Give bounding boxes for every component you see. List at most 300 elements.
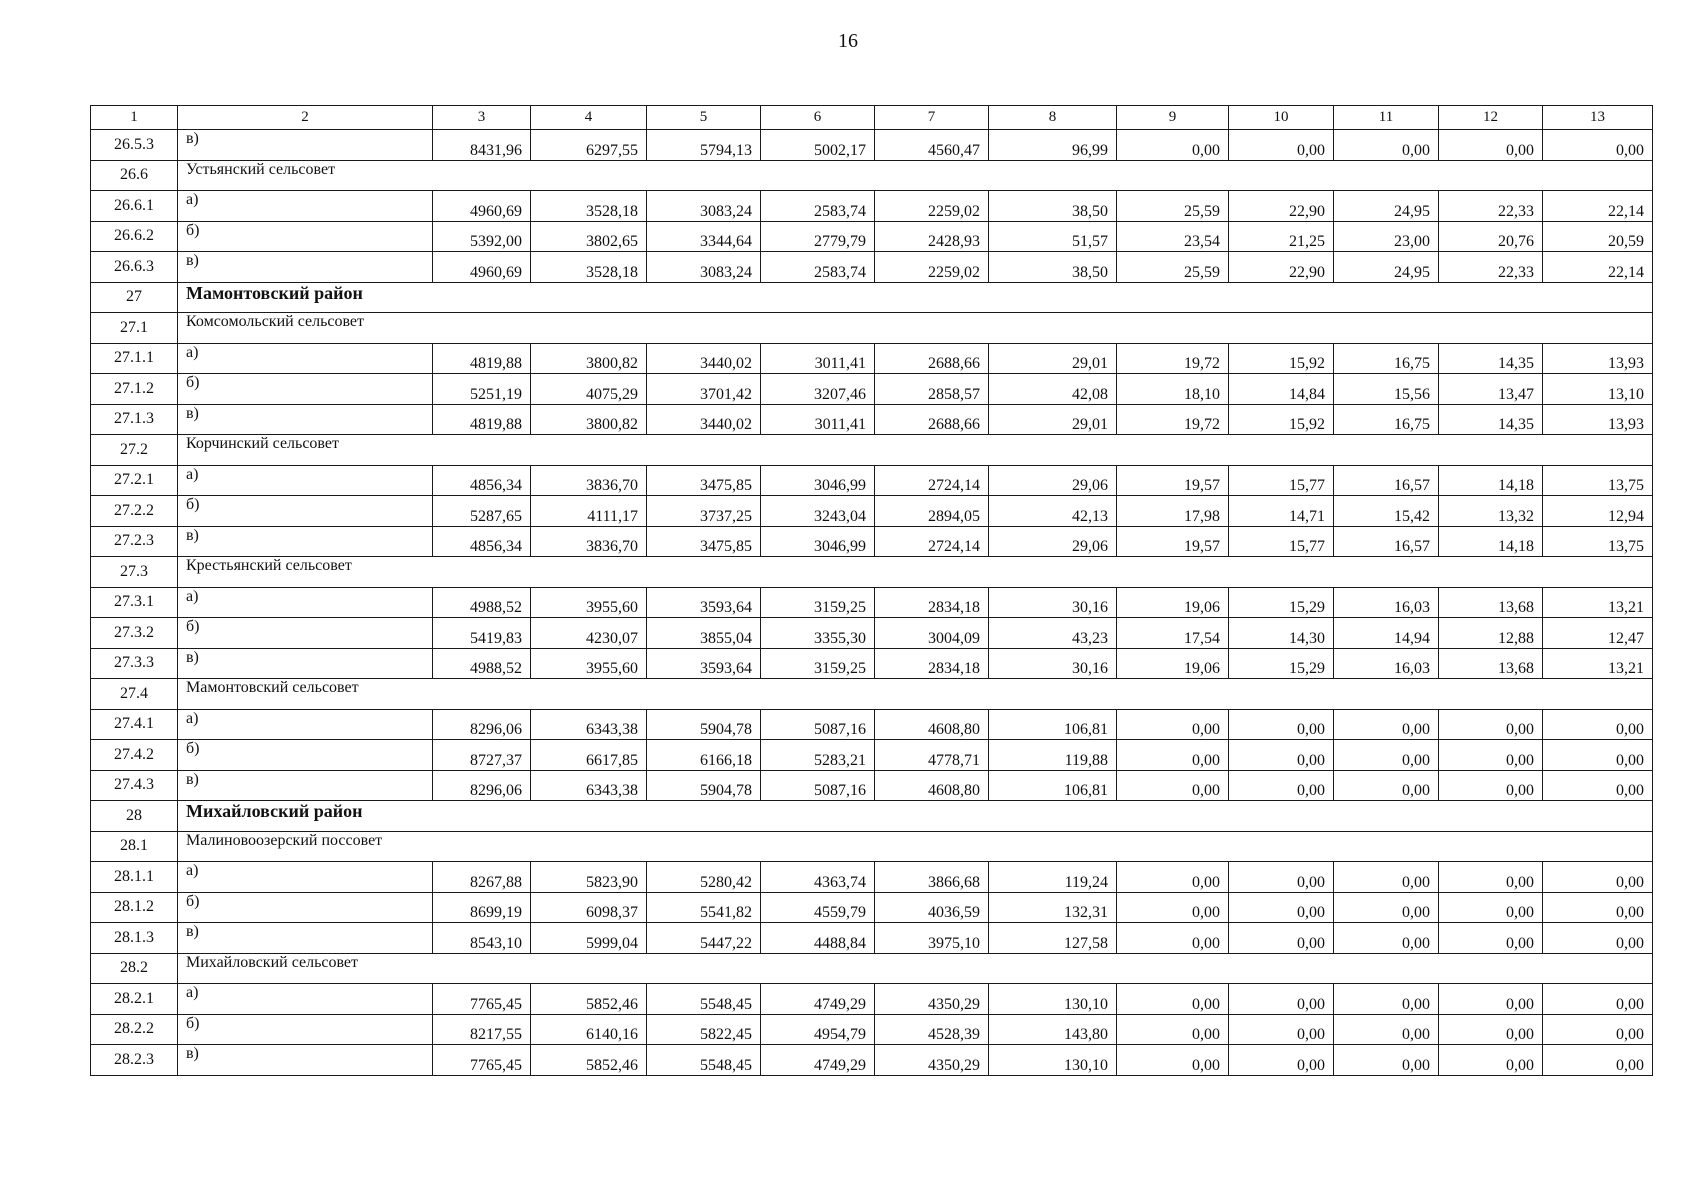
value-cell: 13,10 — [1543, 374, 1653, 405]
value-cell: 3355,30 — [761, 618, 875, 649]
value-cell: 14,35 — [1439, 404, 1543, 435]
value-cell: 4488,84 — [761, 923, 875, 954]
value-cell: 7765,45 — [433, 984, 531, 1015]
row-code: 27.2 — [91, 435, 178, 466]
value-cell: 3955,60 — [531, 587, 647, 618]
value-cell: 38,50 — [989, 252, 1117, 283]
value-cell: 0,00 — [1229, 1014, 1334, 1045]
value-cell: 16,75 — [1334, 404, 1439, 435]
value-cell: 25,59 — [1117, 191, 1229, 222]
value-cell: 17,54 — [1117, 618, 1229, 649]
value-cell: 13,21 — [1543, 587, 1653, 618]
row-code: 28.1.1 — [91, 862, 178, 893]
table-row — [91, 221, 1653, 252]
value-cell: 21,25 — [1229, 221, 1334, 252]
value-cell: 0,00 — [1543, 923, 1653, 954]
value-cell: 30,16 — [989, 648, 1117, 679]
value-cell: 4954,79 — [761, 1014, 875, 1045]
value-cell: 3004,09 — [875, 618, 989, 649]
value-cell: 3800,82 — [531, 343, 647, 374]
row-code: 27.3.1 — [91, 587, 178, 618]
value-cell: 0,00 — [1439, 130, 1543, 161]
value-cell: 22,90 — [1229, 252, 1334, 283]
value-cell: 5392,00 — [433, 221, 531, 252]
value-cell: 127,58 — [989, 923, 1117, 954]
value-cell: 13,93 — [1543, 404, 1653, 435]
value-cell: 0,00 — [1334, 892, 1439, 923]
value-cell: 14,18 — [1439, 465, 1543, 496]
value-cell: 15,92 — [1229, 343, 1334, 374]
value-cell: 30,16 — [989, 587, 1117, 618]
row-code: 27.1.1 — [91, 343, 178, 374]
value-cell: 6343,38 — [531, 709, 647, 740]
value-cell: 3440,02 — [647, 343, 761, 374]
value-cell: 15,56 — [1334, 374, 1439, 405]
row-label: б) — [178, 618, 433, 649]
value-cell: 3866,68 — [875, 862, 989, 893]
section-name: Комсомольский сельсовет — [178, 313, 1653, 344]
value-cell: 0,00 — [1543, 892, 1653, 923]
column-number: 5 — [647, 106, 761, 130]
value-cell: 3737,25 — [647, 496, 761, 527]
column-number: 2 — [178, 106, 433, 130]
value-cell: 16,03 — [1334, 648, 1439, 679]
value-cell: 0,00 — [1229, 740, 1334, 771]
row-label: б) — [178, 892, 433, 923]
row-label: б) — [178, 496, 433, 527]
table-row — [91, 404, 1653, 435]
value-cell: 0,00 — [1117, 1014, 1229, 1045]
value-cell: 18,10 — [1117, 374, 1229, 405]
section-row — [91, 831, 1653, 862]
value-cell: 0,00 — [1117, 770, 1229, 801]
value-cell: 130,10 — [989, 984, 1117, 1015]
value-cell: 2724,14 — [875, 465, 989, 496]
value-cell: 8431,96 — [433, 130, 531, 161]
value-cell: 22,14 — [1543, 191, 1653, 222]
row-code: 28.1 — [91, 831, 178, 862]
value-cell: 8296,06 — [433, 709, 531, 740]
value-cell: 22,33 — [1439, 191, 1543, 222]
section-name: Мамонтовский сельсовет — [178, 679, 1653, 710]
section-name: Малиновоозерский поссовет — [178, 831, 1653, 862]
value-cell: 3475,85 — [647, 526, 761, 557]
row-code: 27.4.2 — [91, 740, 178, 771]
value-cell: 0,00 — [1334, 740, 1439, 771]
value-cell: 3046,99 — [761, 526, 875, 557]
section-row — [91, 435, 1653, 466]
value-cell: 0,00 — [1334, 984, 1439, 1015]
value-cell: 0,00 — [1543, 770, 1653, 801]
value-cell: 0,00 — [1229, 709, 1334, 740]
value-cell: 4988,52 — [433, 648, 531, 679]
value-cell: 0,00 — [1439, 709, 1543, 740]
value-cell: 13,32 — [1439, 496, 1543, 527]
row-label: б) — [178, 740, 433, 771]
value-cell: 3528,18 — [531, 252, 647, 283]
value-cell: 29,06 — [989, 465, 1117, 496]
row-label: в) — [178, 526, 433, 557]
column-number: 7 — [875, 106, 989, 130]
row-code: 27.1.2 — [91, 374, 178, 405]
value-cell: 4749,29 — [761, 1045, 875, 1076]
value-cell: 4111,17 — [531, 496, 647, 527]
value-cell: 3836,70 — [531, 526, 647, 557]
value-cell: 13,93 — [1543, 343, 1653, 374]
value-cell: 4960,69 — [433, 252, 531, 283]
value-cell: 5419,83 — [433, 618, 531, 649]
value-cell: 23,54 — [1117, 221, 1229, 252]
value-cell: 3593,64 — [647, 648, 761, 679]
value-cell: 0,00 — [1543, 740, 1653, 771]
value-cell: 5283,21 — [761, 740, 875, 771]
value-cell: 13,68 — [1439, 587, 1543, 618]
value-cell: 0,00 — [1543, 709, 1653, 740]
value-cell: 16,75 — [1334, 343, 1439, 374]
value-cell: 0,00 — [1543, 862, 1653, 893]
district-row — [91, 282, 1653, 313]
value-cell: 14,94 — [1334, 618, 1439, 649]
value-cell: 2428,93 — [875, 221, 989, 252]
value-cell: 4608,80 — [875, 709, 989, 740]
value-cell: 0,00 — [1543, 1014, 1653, 1045]
value-cell: 0,00 — [1439, 892, 1543, 923]
value-cell: 3836,70 — [531, 465, 647, 496]
value-cell: 29,06 — [989, 526, 1117, 557]
value-cell: 3243,04 — [761, 496, 875, 527]
value-cell: 0,00 — [1229, 130, 1334, 161]
value-cell: 96,99 — [989, 130, 1117, 161]
value-cell: 14,18 — [1439, 526, 1543, 557]
value-cell: 8699,19 — [433, 892, 531, 923]
value-cell: 0,00 — [1117, 1045, 1229, 1076]
district-name: Михайловский район — [178, 801, 1653, 832]
value-cell: 0,00 — [1334, 770, 1439, 801]
row-code: 27 — [91, 282, 178, 313]
row-code: 27.1.3 — [91, 404, 178, 435]
value-cell: 0,00 — [1334, 1045, 1439, 1076]
column-number: 4 — [531, 106, 647, 130]
value-cell: 3083,24 — [647, 252, 761, 283]
row-label: б) — [178, 1014, 433, 1045]
table-row — [91, 618, 1653, 649]
value-cell: 19,06 — [1117, 587, 1229, 618]
row-code: 26.6.1 — [91, 191, 178, 222]
value-cell: 6297,55 — [531, 130, 647, 161]
value-cell: 2834,18 — [875, 648, 989, 679]
row-label: а) — [178, 343, 433, 374]
value-cell: 3011,41 — [761, 404, 875, 435]
value-cell: 4819,88 — [433, 343, 531, 374]
value-cell: 3802,65 — [531, 221, 647, 252]
value-cell: 43,23 — [989, 618, 1117, 649]
column-number: 13 — [1543, 106, 1653, 130]
row-code: 27.3.3 — [91, 648, 178, 679]
value-cell: 5548,45 — [647, 1045, 761, 1076]
value-cell: 3440,02 — [647, 404, 761, 435]
table-row — [91, 770, 1653, 801]
row-label: в) — [178, 923, 433, 954]
value-cell: 12,94 — [1543, 496, 1653, 527]
value-cell: 3800,82 — [531, 404, 647, 435]
value-cell: 130,10 — [989, 1045, 1117, 1076]
value-cell: 5251,19 — [433, 374, 531, 405]
section-row — [91, 953, 1653, 984]
value-cell: 5904,78 — [647, 709, 761, 740]
value-cell: 4988,52 — [433, 587, 531, 618]
value-cell: 5794,13 — [647, 130, 761, 161]
section-row — [91, 313, 1653, 344]
value-cell: 0,00 — [1117, 862, 1229, 893]
value-cell: 4075,29 — [531, 374, 647, 405]
value-cell: 119,88 — [989, 740, 1117, 771]
value-cell: 19,06 — [1117, 648, 1229, 679]
value-cell: 2259,02 — [875, 191, 989, 222]
row-code: 26.6.3 — [91, 252, 178, 283]
value-cell: 20,76 — [1439, 221, 1543, 252]
value-cell: 6166,18 — [647, 740, 761, 771]
row-label: в) — [178, 252, 433, 283]
value-cell: 3975,10 — [875, 923, 989, 954]
value-cell: 0,00 — [1439, 923, 1543, 954]
value-cell: 4350,29 — [875, 1045, 989, 1076]
value-cell: 5904,78 — [647, 770, 761, 801]
value-cell: 38,50 — [989, 191, 1117, 222]
row-code: 28.2 — [91, 953, 178, 984]
value-cell: 0,00 — [1334, 923, 1439, 954]
district-row — [91, 801, 1653, 832]
column-number: 6 — [761, 106, 875, 130]
value-cell: 2688,66 — [875, 404, 989, 435]
table-row — [91, 648, 1653, 679]
row-label: в) — [178, 648, 433, 679]
value-cell: 0,00 — [1117, 923, 1229, 954]
value-cell: 0,00 — [1439, 770, 1543, 801]
value-cell: 8543,10 — [433, 923, 531, 954]
value-cell: 3955,60 — [531, 648, 647, 679]
value-cell: 13,75 — [1543, 465, 1653, 496]
value-cell: 14,84 — [1229, 374, 1334, 405]
table-row — [91, 1045, 1653, 1076]
row-label: в) — [178, 770, 433, 801]
value-cell: 5287,65 — [433, 496, 531, 527]
value-cell: 16,03 — [1334, 587, 1439, 618]
column-number: 1 — [91, 106, 178, 130]
value-cell: 0,00 — [1439, 984, 1543, 1015]
value-cell: 4749,29 — [761, 984, 875, 1015]
table-row — [91, 587, 1653, 618]
value-cell: 4528,39 — [875, 1014, 989, 1045]
row-label: в) — [178, 404, 433, 435]
value-cell: 5852,46 — [531, 984, 647, 1015]
row-code: 27.3 — [91, 557, 178, 588]
value-cell: 0,00 — [1229, 984, 1334, 1015]
section-row — [91, 160, 1653, 191]
value-cell: 3593,64 — [647, 587, 761, 618]
value-cell: 106,81 — [989, 709, 1117, 740]
value-cell: 3159,25 — [761, 648, 875, 679]
value-cell: 14,35 — [1439, 343, 1543, 374]
table-row — [91, 923, 1653, 954]
value-cell: 19,57 — [1117, 526, 1229, 557]
row-code: 27.4.1 — [91, 709, 178, 740]
value-cell: 14,71 — [1229, 496, 1334, 527]
value-cell: 15,29 — [1229, 648, 1334, 679]
value-cell: 22,33 — [1439, 252, 1543, 283]
value-cell: 6098,37 — [531, 892, 647, 923]
value-cell: 0,00 — [1117, 740, 1229, 771]
row-code: 27.1 — [91, 313, 178, 344]
value-cell: 2583,74 — [761, 252, 875, 283]
value-cell: 19,72 — [1117, 404, 1229, 435]
value-cell: 14,30 — [1229, 618, 1334, 649]
tariff-table — [90, 105, 1653, 1076]
row-label: а) — [178, 862, 433, 893]
value-cell: 8296,06 — [433, 770, 531, 801]
value-cell: 4856,34 — [433, 526, 531, 557]
value-cell: 13,21 — [1543, 648, 1653, 679]
value-cell: 0,00 — [1117, 984, 1229, 1015]
value-cell: 0,00 — [1229, 862, 1334, 893]
value-cell: 15,29 — [1229, 587, 1334, 618]
column-number: 9 — [1117, 106, 1229, 130]
value-cell: 5822,45 — [647, 1014, 761, 1045]
section-row — [91, 679, 1653, 710]
value-cell: 13,75 — [1543, 526, 1653, 557]
table-row — [91, 374, 1653, 405]
value-cell: 4778,71 — [875, 740, 989, 771]
row-code: 27.2.2 — [91, 496, 178, 527]
value-cell: 4350,29 — [875, 984, 989, 1015]
value-cell: 0,00 — [1117, 709, 1229, 740]
value-cell: 3344,64 — [647, 221, 761, 252]
district-name: Мамонтовский район — [178, 282, 1653, 313]
column-number: 11 — [1334, 106, 1439, 130]
row-label: а) — [178, 191, 433, 222]
value-cell: 0,00 — [1229, 1045, 1334, 1076]
value-cell: 3475,85 — [647, 465, 761, 496]
column-number: 8 — [989, 106, 1117, 130]
value-cell: 13,68 — [1439, 648, 1543, 679]
value-cell: 132,31 — [989, 892, 1117, 923]
value-cell: 106,81 — [989, 770, 1117, 801]
value-cell: 3046,99 — [761, 465, 875, 496]
row-code: 27.4.3 — [91, 770, 178, 801]
value-cell: 2688,66 — [875, 343, 989, 374]
row-code: 28.2.1 — [91, 984, 178, 1015]
table-row — [91, 465, 1653, 496]
row-code: 27.4 — [91, 679, 178, 710]
value-cell: 5541,82 — [647, 892, 761, 923]
value-cell: 4960,69 — [433, 191, 531, 222]
row-label: а) — [178, 465, 433, 496]
page-number: 16 — [838, 30, 858, 52]
value-cell: 6343,38 — [531, 770, 647, 801]
table-row — [91, 1014, 1653, 1045]
value-cell: 2779,79 — [761, 221, 875, 252]
value-cell: 8267,88 — [433, 862, 531, 893]
row-code: 28.1.2 — [91, 892, 178, 923]
value-cell: 20,59 — [1543, 221, 1653, 252]
value-cell: 23,00 — [1334, 221, 1439, 252]
value-cell: 0,00 — [1439, 740, 1543, 771]
section-name: Корчинский сельсовет — [178, 435, 1653, 466]
column-number: 10 — [1229, 106, 1334, 130]
row-code: 27.3.2 — [91, 618, 178, 649]
value-cell: 22,14 — [1543, 252, 1653, 283]
value-cell: 19,57 — [1117, 465, 1229, 496]
table-row — [91, 252, 1653, 283]
value-cell: 17,98 — [1117, 496, 1229, 527]
value-cell: 6140,16 — [531, 1014, 647, 1045]
value-cell: 16,57 — [1334, 465, 1439, 496]
value-cell: 4559,79 — [761, 892, 875, 923]
value-cell: 0,00 — [1117, 892, 1229, 923]
value-cell: 5087,16 — [761, 709, 875, 740]
section-name: Михайловский сельсовет — [178, 953, 1653, 984]
value-cell: 0,00 — [1543, 1045, 1653, 1076]
value-cell: 0,00 — [1229, 770, 1334, 801]
value-cell: 15,77 — [1229, 526, 1334, 557]
value-cell: 5852,46 — [531, 1045, 647, 1076]
value-cell: 0,00 — [1229, 892, 1334, 923]
value-cell: 0,00 — [1543, 984, 1653, 1015]
value-cell: 15,42 — [1334, 496, 1439, 527]
value-cell: 42,08 — [989, 374, 1117, 405]
row-code: 28 — [91, 801, 178, 832]
value-cell: 3083,24 — [647, 191, 761, 222]
table-row — [91, 709, 1653, 740]
value-cell: 4608,80 — [875, 770, 989, 801]
value-cell: 51,57 — [989, 221, 1117, 252]
row-label: а) — [178, 984, 433, 1015]
row-code: 26.6.2 — [91, 221, 178, 252]
value-cell: 0,00 — [1439, 1014, 1543, 1045]
value-cell: 13,47 — [1439, 374, 1543, 405]
value-cell: 29,01 — [989, 404, 1117, 435]
value-cell: 22,90 — [1229, 191, 1334, 222]
value-cell: 4230,07 — [531, 618, 647, 649]
value-cell: 3207,46 — [761, 374, 875, 405]
value-cell: 12,88 — [1439, 618, 1543, 649]
value-cell: 15,77 — [1229, 465, 1334, 496]
value-cell: 24,95 — [1334, 191, 1439, 222]
value-cell: 16,57 — [1334, 526, 1439, 557]
table-row — [91, 984, 1653, 1015]
row-code: 26.6 — [91, 160, 178, 191]
row-code: 27.2.3 — [91, 526, 178, 557]
table-row — [91, 343, 1653, 374]
row-label: в) — [178, 1045, 433, 1076]
value-cell: 2858,57 — [875, 374, 989, 405]
column-number-row — [91, 106, 1653, 130]
value-cell: 2894,05 — [875, 496, 989, 527]
table-row — [91, 862, 1653, 893]
value-cell: 143,80 — [989, 1014, 1117, 1045]
value-cell: 2259,02 — [875, 252, 989, 283]
value-cell: 3528,18 — [531, 191, 647, 222]
row-label: б) — [178, 221, 433, 252]
row-code: 28.1.3 — [91, 923, 178, 954]
value-cell: 42,13 — [989, 496, 1117, 527]
row-code: 28.2.3 — [91, 1045, 178, 1076]
value-cell: 3011,41 — [761, 343, 875, 374]
value-cell: 0,00 — [1334, 130, 1439, 161]
value-cell: 2583,74 — [761, 191, 875, 222]
value-cell: 0,00 — [1334, 1014, 1439, 1045]
row-label: а) — [178, 709, 433, 740]
value-cell: 12,47 — [1543, 618, 1653, 649]
